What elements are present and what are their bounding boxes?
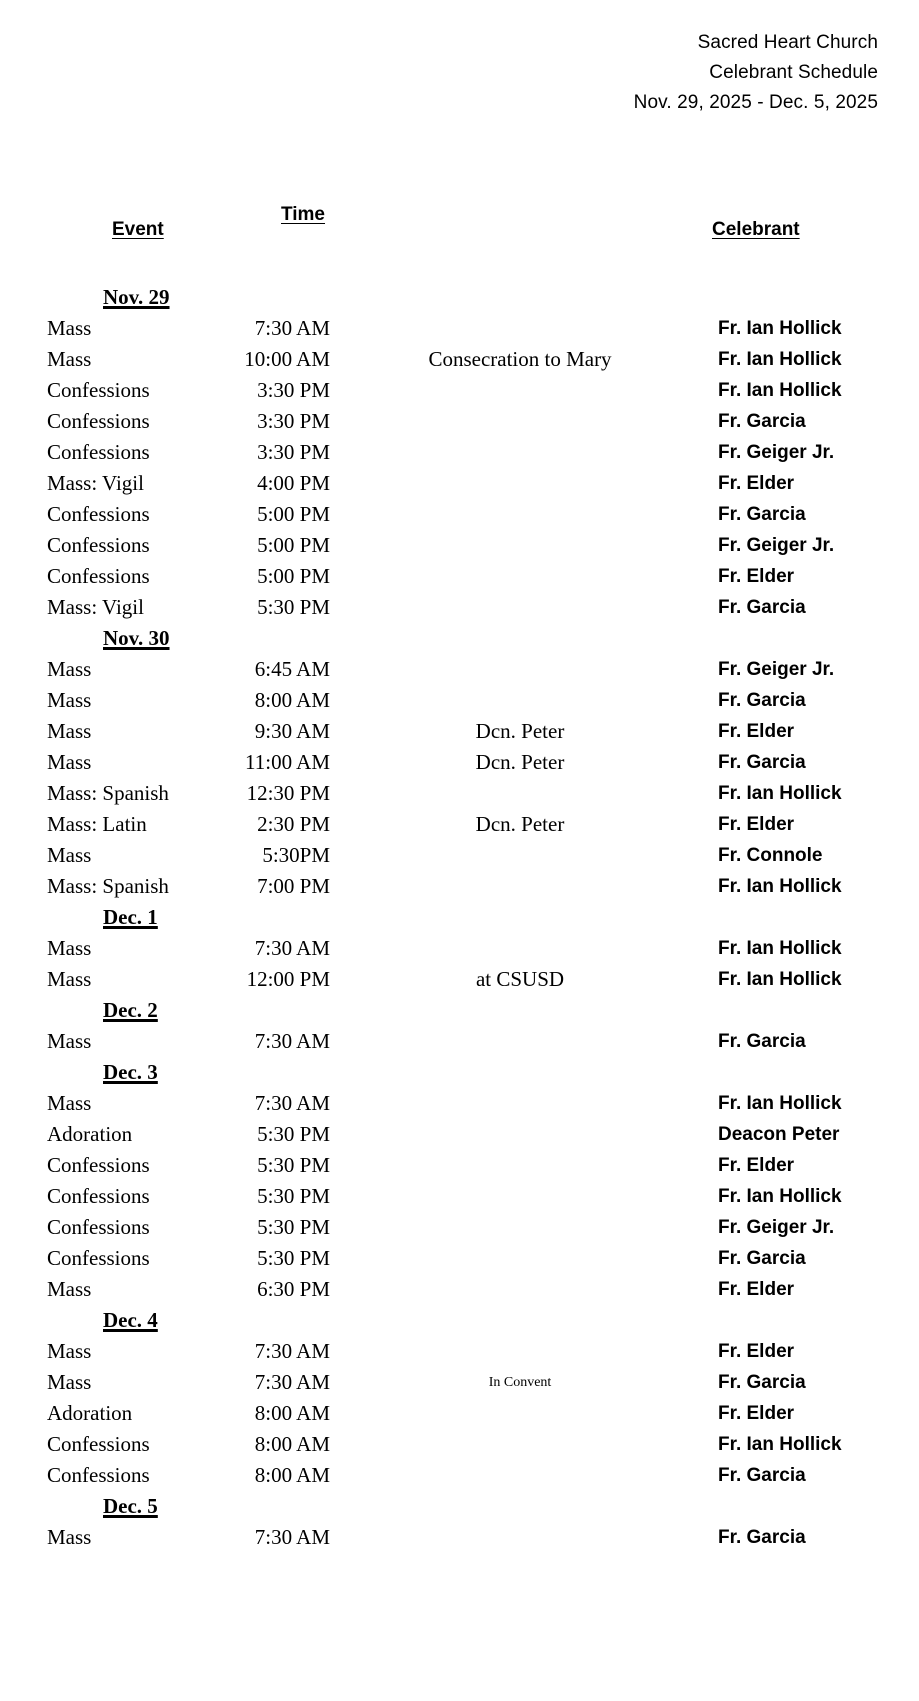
- time-cell: 7:30 AM: [254, 1339, 330, 1363]
- celebrant-cell: Fr. Ian Hollick: [718, 876, 842, 897]
- event-cell: Confessions: [47, 409, 150, 433]
- event-cell: Confessions: [47, 378, 150, 402]
- event-cell: Mass: [47, 843, 92, 867]
- schedule-row: [0, 964, 919, 995]
- celebrant-cell: Fr. Garcia: [718, 1031, 806, 1052]
- schedule-row: [0, 406, 919, 437]
- column-header-celebrant: Celebrant: [712, 219, 800, 240]
- celebrant-cell: Fr. Garcia: [718, 1248, 806, 1269]
- schedule-row: [0, 561, 919, 592]
- celebrant-cell: Fr. Elder: [718, 1403, 795, 1424]
- day-header-label: Nov. 30: [103, 626, 170, 650]
- schedule-row: [0, 716, 919, 747]
- event-cell: Mass: [47, 1091, 92, 1115]
- schedule-table: [0, 282, 919, 1553]
- event-cell: Confessions: [47, 1215, 150, 1239]
- schedule-row: [0, 344, 919, 375]
- time-cell: 5:30 PM: [257, 595, 330, 619]
- schedule-row: [0, 1243, 919, 1274]
- schedule-row: [0, 840, 919, 871]
- schedule-row: [0, 1119, 919, 1150]
- note-cell: In Convent: [488, 1375, 552, 1390]
- schedule-row: [0, 809, 919, 840]
- time-cell: 7:30 AM: [254, 316, 330, 340]
- time-cell: 8:00 AM: [254, 1432, 330, 1456]
- schedule-row: [0, 437, 919, 468]
- schedule-row: [0, 871, 919, 902]
- celebrant-cell: Fr. Garcia: [718, 1527, 806, 1548]
- document-title: Celebrant Schedule: [709, 62, 878, 83]
- celebrant-cell: Fr. Elder: [718, 1155, 795, 1176]
- celebrant-cell: Fr. Garcia: [718, 1465, 806, 1486]
- schedule-row: [0, 778, 919, 809]
- schedule-row: [0, 1274, 919, 1305]
- schedule-row: [0, 375, 919, 406]
- event-cell: Adoration: [47, 1401, 133, 1425]
- event-cell: Confessions: [47, 533, 150, 557]
- day-header-label: Dec. 1: [103, 905, 158, 929]
- schedule-row: [0, 1181, 919, 1212]
- time-cell: 7:00 PM: [257, 874, 330, 898]
- time-cell: 7:30 AM: [254, 1370, 330, 1394]
- event-cell: Mass: [47, 688, 92, 712]
- event-cell: Mass: [47, 750, 92, 774]
- event-cell: Mass: [47, 657, 92, 681]
- time-cell: 7:30 AM: [254, 1029, 330, 1053]
- celebrant-cell: Fr. Ian Hollick: [718, 1186, 842, 1207]
- celebrant-cell: Fr. Elder: [718, 721, 795, 742]
- time-cell: 5:30 PM: [257, 1184, 330, 1208]
- event-cell: Confessions: [47, 1463, 150, 1487]
- schedule-row: [0, 1336, 919, 1367]
- day-header: [0, 1305, 919, 1336]
- celebrant-cell: Fr. Elder: [718, 566, 795, 587]
- time-cell: 11:00 AM: [245, 750, 330, 774]
- celebrant-cell: Fr. Garcia: [718, 690, 806, 711]
- day-header: [0, 282, 919, 313]
- celebrant-cell: Fr. Geiger Jr.: [718, 659, 835, 680]
- celebrant-cell: Fr. Ian Hollick: [718, 380, 842, 401]
- celebrant-cell: Fr. Ian Hollick: [718, 783, 842, 804]
- day-header: [0, 1491, 919, 1522]
- note-cell: Dcn. Peter: [475, 812, 565, 836]
- time-cell: 5:30 PM: [257, 1246, 330, 1270]
- time-cell: 6:45 AM: [254, 657, 330, 681]
- day-header-label: Dec. 3: [103, 1060, 158, 1084]
- time-cell: 3:30 PM: [257, 409, 330, 433]
- celebrant-cell: Fr. Elder: [718, 814, 795, 835]
- schedule-row: [0, 530, 919, 561]
- schedule-row: [0, 592, 919, 623]
- column-header-time: Time: [281, 204, 326, 225]
- schedule-row: [0, 654, 919, 685]
- event-cell: Confessions: [47, 502, 150, 526]
- day-header: [0, 1057, 919, 1088]
- day-header-label: Dec. 5: [103, 1494, 158, 1518]
- event-cell: Mass: [47, 1277, 92, 1301]
- celebrant-cell: Fr. Geiger Jr.: [718, 1217, 835, 1238]
- time-cell: 3:30 PM: [257, 378, 330, 402]
- event-cell: Mass: [47, 1029, 92, 1053]
- time-cell: 10:00 AM: [244, 347, 330, 371]
- time-cell: 6:30 PM: [257, 1277, 330, 1301]
- schedule-row: [0, 747, 919, 778]
- time-cell: 7:30 AM: [254, 1091, 330, 1115]
- celebrant-cell: Fr. Ian Hollick: [718, 318, 842, 339]
- time-cell: 8:00 AM: [254, 688, 330, 712]
- time-cell: 7:30 AM: [254, 936, 330, 960]
- schedule-row: [0, 1212, 919, 1243]
- time-cell: 5:00 PM: [257, 533, 330, 557]
- event-cell: Mass: Vigil: [47, 595, 144, 619]
- day-header: [0, 623, 919, 654]
- time-cell: 9:30 AM: [254, 719, 330, 743]
- time-cell: 2:30 PM: [257, 812, 330, 836]
- event-cell: Mass: [47, 1370, 92, 1394]
- time-cell: 4:00 PM: [257, 471, 330, 495]
- time-cell: 12:00 PM: [246, 967, 330, 991]
- day-header: [0, 995, 919, 1026]
- time-cell: 8:00 AM: [254, 1463, 330, 1487]
- celebrant-cell: Fr. Geiger Jr.: [718, 442, 835, 463]
- celebrant-cell: Fr. Ian Hollick: [718, 1434, 842, 1455]
- celebrant-cell: Fr. Ian Hollick: [718, 938, 842, 959]
- time-cell: 5:30 PM: [257, 1215, 330, 1239]
- schedule-row: [0, 1150, 919, 1181]
- celebrant-cell: Fr. Garcia: [718, 504, 806, 525]
- celebrant-cell: Fr. Garcia: [718, 1372, 806, 1393]
- note-cell: at CSUSD: [475, 967, 565, 991]
- schedule-row: [0, 313, 919, 344]
- event-cell: Mass: [47, 936, 92, 960]
- schedule-row: [0, 1429, 919, 1460]
- event-cell: Mass: Latin: [47, 812, 147, 836]
- schedule-row: [0, 499, 919, 530]
- event-cell: Confessions: [47, 1432, 150, 1456]
- schedule-row: [0, 1460, 919, 1491]
- celebrant-cell: Fr. Ian Hollick: [718, 349, 842, 370]
- time-cell: 3:30 PM: [257, 440, 330, 464]
- event-cell: Confessions: [47, 564, 150, 588]
- event-cell: Confessions: [47, 1184, 150, 1208]
- day-header-label: Nov. 29: [103, 285, 170, 309]
- celebrant-cell: Fr. Elder: [718, 473, 795, 494]
- celebrant-cell: Fr. Ian Hollick: [718, 969, 842, 990]
- celebrant-cell: Fr. Geiger Jr.: [718, 535, 835, 556]
- celebrant-cell: Fr. Elder: [718, 1279, 795, 1300]
- celebrant-cell: Fr. Elder: [718, 1341, 795, 1362]
- schedule-row: [0, 468, 919, 499]
- event-cell: Mass: [47, 719, 92, 743]
- celebrant-cell: Fr. Garcia: [718, 411, 806, 432]
- event-cell: Confessions: [47, 440, 150, 464]
- event-cell: Confessions: [47, 1153, 150, 1177]
- time-cell: 5:30PM: [262, 843, 330, 867]
- time-cell: 7:30 AM: [254, 1525, 330, 1549]
- event-cell: Mass: Spanish: [47, 874, 169, 898]
- schedule-row: [0, 1367, 919, 1398]
- event-cell: Mass: [47, 1525, 92, 1549]
- celebrant-cell: Fr. Garcia: [718, 597, 806, 618]
- event-cell: Confessions: [47, 1246, 150, 1270]
- note-cell: Consecration to Mary: [428, 347, 612, 371]
- schedule-row: [0, 1522, 919, 1553]
- event-cell: Adoration: [47, 1122, 133, 1146]
- time-cell: 12:30 PM: [246, 781, 330, 805]
- event-cell: Mass: Vigil: [47, 471, 144, 495]
- time-cell: 8:00 AM: [254, 1401, 330, 1425]
- event-cell: Mass: [47, 967, 92, 991]
- day-header: [0, 902, 919, 933]
- celebrant-cell: Deacon Peter: [718, 1124, 840, 1145]
- time-cell: 5:00 PM: [257, 502, 330, 526]
- note-cell: Dcn. Peter: [475, 719, 565, 743]
- schedule-row: [0, 685, 919, 716]
- column-header-event: Event: [112, 219, 164, 240]
- time-cell: 5:00 PM: [257, 564, 330, 588]
- day-header-label: Dec. 4: [103, 1308, 158, 1332]
- time-cell: 5:30 PM: [257, 1153, 330, 1177]
- celebrant-cell: Fr. Connole: [718, 845, 823, 866]
- event-cell: Mass: [47, 316, 92, 340]
- event-cell: Mass: [47, 347, 92, 371]
- schedule-row: [0, 1088, 919, 1119]
- day-header-label: Dec. 2: [103, 998, 158, 1022]
- schedule-row: [0, 1026, 919, 1057]
- time-cell: 5:30 PM: [257, 1122, 330, 1146]
- celebrant-cell: Fr. Garcia: [718, 752, 806, 773]
- note-cell: Dcn. Peter: [475, 750, 565, 774]
- schedule-row: [0, 1398, 919, 1429]
- event-cell: Mass: Spanish: [47, 781, 169, 805]
- church-name: Sacred Heart Church: [697, 32, 878, 53]
- date-range: Nov. 29, 2025 - Dec. 5, 2025: [633, 92, 878, 113]
- event-cell: Mass: [47, 1339, 92, 1363]
- schedule-row: [0, 933, 919, 964]
- celebrant-cell: Fr. Ian Hollick: [718, 1093, 842, 1114]
